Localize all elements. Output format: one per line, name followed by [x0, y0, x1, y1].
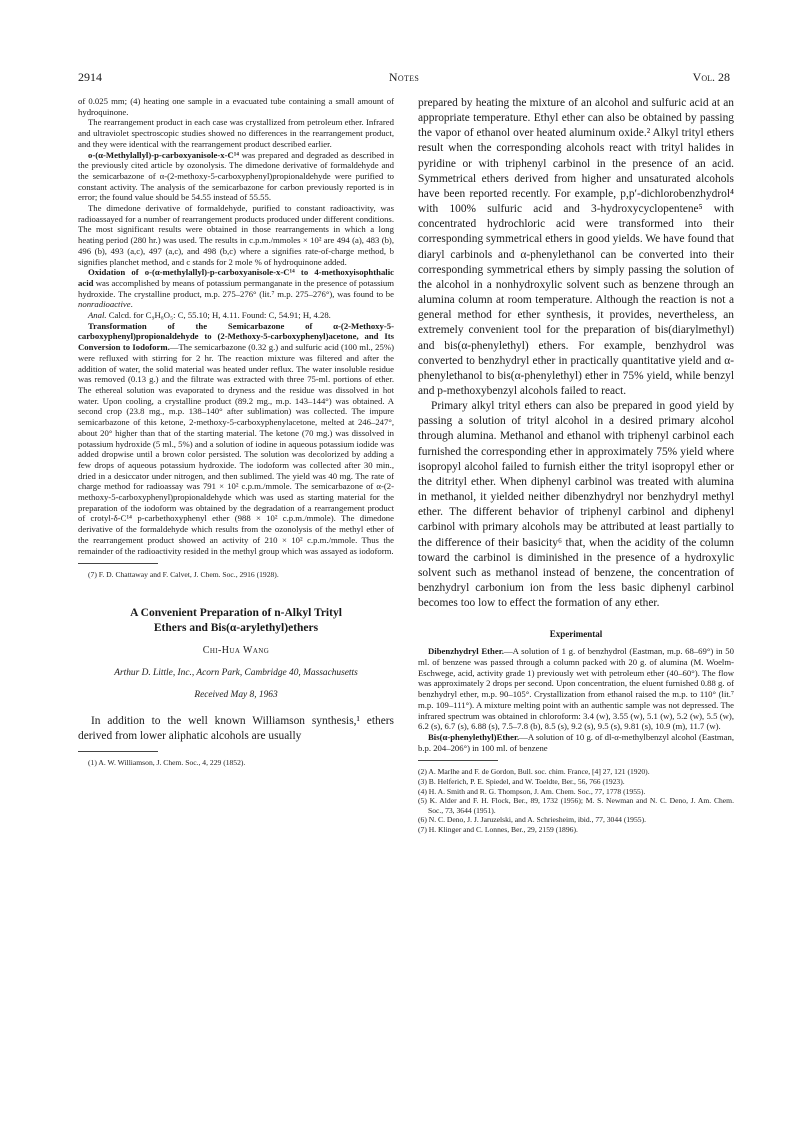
paragraph: prepared by heating the mixture of an alcohol and sulfuric acid at an appropriate temperature. Ethyl ether can also be obtained by passing the vapor of ethanol over heated aluminum oxide.² Alkyl trityl ethers result when the corresponding alcohols react with trityl halides in pyridine or with triphenyl carbinol in the presence of an acid. Symmetrical ethers derived from higher and unsaturated alcohols have been reported recently. For example, p,p′-dichlorobenzhydrol⁴ with 100% sulfuric acid and 3-hydroxycyclopentene⁵ with concentrated hydrochloric acid were transformed into their corresponding symmetrical ethers in good yields. We have found that diaryl carbinols and α-phenylethanol can be converted into their corresponding symmetrical ethers by simply passing the solution of the alcohol in a nonhydroxylic solvent such as benzene through an alumina column at room temperature. Although the reaction is not a general method for ether synthesis, it provides, nevertheless, an extremely convenient tool for the preparation of bis(diarylmethyl) and bis(α-phenylethyl) ethers. For example, benzhydrol was converted to benzhydryl ether in practically quantitative yield and α-phenylethanol to bis(α-phenylethyl) ether in 75% yield, while benzyl and p-methoxybenzyl alcohols failed to react. — [418, 97, 734, 397]
footnote: (7) H. Klinger and C. Lonnes, Ber., 29, 2159 (1896). — [418, 824, 578, 834]
paragraph: The rearrangement product in each case was crystallized from petroleum ether. Infrared and ultraviolet spectroscopic studies showed no differences in the rearrangement product, and they were identical with the rearrangement product described earlier. — [78, 117, 394, 149]
paragraph: The dimedone derivative of formaldehyde, purified to constant radioactivity, was radioassayed for a number of rearrangement products produced under different conditions. The most significant results were obtained in those rearrangements in which a long heating period (280 hr.) was used. The results in c.p.m./mmoles × 10² are 494 (a), 483 (b), 496 (b), 493 (a,c), 497 (a,c), and 498 (b,c) where a signifies rate-of-charge method, b signifies planchet method, and c stands for 2 mole % of hydroquinone added. — [78, 203, 394, 267]
article-title: A Convenient Preparation of n-Alkyl Trityl Ethers and Bis(α-arylethyl)ethers — [130, 606, 342, 634]
intro-paragraph: In addition to the well known Williamson synthesis,¹ ethers derived from lower aliphatic alcohols are usually — [78, 714, 394, 742]
paragraph: Oxidation of o-(α-methylallyl)-p-carboxyanisole-x-C¹⁴ to 4-methoxyisophthalic acid was accomplished by means of potassium permanganate in the presence of potassium hydroxide. The crystalline product, m.p. 275–276° (lit.⁷ m.p. 275–276°), was found to be nonradioactive. — [78, 267, 394, 310]
paragraph: of 0.025 mm; (4) heating one sample in a evacuated tube containing a small amount of hydroquinone. — [78, 96, 394, 117]
footnote: (1) A. W. Williamson, J. Chem. Soc., 4, 229 (1852). — [88, 758, 246, 768]
right-column — [418, 96, 734, 835]
left-column — [78, 96, 394, 768]
page-number: 2914 — [78, 70, 102, 84]
affiliation: Arthur D. Little, Inc., Acorn Park, Cambridge 40, Massachusetts — [114, 667, 358, 678]
paragraph: Dibenzhydryl Ether.—A solution of 1 g. of benzhydrol (Eastman, m.p. 68–69°) in 50 ml. of benzene was passed through a column packed with 20 g. of alumina (M. Woelm-Eschwege, acid, activity grade 1) previously wet with petroleum ether (40–60°). The flow was approximately 2 drops per second. Upon concentration, the eluent furnished 0.88 g. of benzhydryl ether, m.p. 90–105°. Crystallization from ethanol raised the m.p. to 110° (lit.⁷ m.p. 109–111°). A mixture melting point with an authentic sample was not depressed. The infrared spectrum was obtained in chloroform: 3.4 (w), 3.55 (w), 5.1 (w), 5.2 (w), 5.5 (w), 6.2 (s), 6.7 (s), 6.88 (s), 7.5–7.8 (b), 8.5 (s), 9.2 (s), 9.5 (s), 9.81 (s), 10.9 (m), 11.7 (w). — [418, 646, 734, 732]
footnote: (5) K. Alder and F. H. Flock, Ber., 89, 1732 (1956); M. S. Newman and N. C. Deno, J. Am. Chem. Soc., 73, 3644 (1951). — [418, 796, 734, 815]
run-in-heading: Dibenzhydryl Ether. — [428, 646, 504, 657]
paragraph: o-(α-Methylallyl)-p-carboxyanisole-x-C¹⁴ was prepared and degraded as described in the previously cited article by ozonolysis. The dimedone derivative of formaldehyde and the semicarbazone of α-(2-methoxy-5-carboxyphenyl)propionaldehyde were purified to constant activity. The analysis of the semicarbazone for carbon previously reported is in error; the found value should be 54.55 instead of 55.55. — [78, 149, 394, 203]
footnote: (7) F. D. Chattaway and F. Calvet, J. Chem. Soc., 2916 (1928). — [88, 570, 279, 580]
running-title: Notes — [388, 70, 420, 84]
footnote: (2) A. Marlhe and F. de Gordon, Bull. soc. chim. France, [4] 27, 121 (1920). — [418, 767, 650, 777]
footnote-rule — [78, 563, 158, 564]
footnote-rule — [78, 751, 158, 752]
paragraph: Primary alkyl trityl ethers can also be prepared in good yield by passing a solution of trityl alcohol in a desired primary alcohol through alumina. Methanol and ethanol with triphenyl carbinol each furnished the corresponding ether in approximately 75% yield where isopropyl alcohol failed to furnish either the trityl isopropyl ether or the ditrityl ether. When diphenyl carbinol was treated with alumina in methanol, it yielded neither dibenzhydryl nor benzhydryl methyl ether. The different behavior of triphenyl carbinol and diphenyl carbinol with primary alcohols may be attributed at least partially to the difference of their basicity⁶ that, when the acidity of the column toward the carbinol is diminished in the presence of a hydroxylic solvent such as methanol instead of benzene, the concentration of benzhydryl carbonium ion from the less basic diphenyl carbinol becomes too low to effect the formation of any ether. — [418, 400, 734, 610]
run-in-heading: Bis(α-phenylethyl)Ether. — [428, 731, 520, 742]
volume-label: Vol. 28 — [692, 70, 730, 84]
footnote: (3) B. Helferich, P. E. Spiedel, and W. Toeldte, Ber., 56, 766 (1923). — [418, 776, 625, 786]
page-header — [78, 70, 730, 86]
footnote-rule — [418, 760, 498, 761]
paragraph: Bis(α-phenylethyl)Ether.—A solution of 10 g. of dl-α-methylbenzyl alcohol (Eastman, b.p. 204–206°) in 100 ml. of benzene — [418, 731, 734, 753]
footnote: (4) H. A. Smith and R. G. Thompson, J. Am. Chem. Soc., 77, 1778 (1955). — [418, 786, 646, 796]
paragraph: Transformation of the Semicarbazone of α-(2-Methoxy-5-carboxyphenyl)propionaldehyde to (2-Methoxy-5-carboxyphenyl)acetone, and Its Conversion to Iodoform.—The semicarbazone (0.32 g.) and sulfuric acid (100 ml., 25%) were refluxed with stirring for 2 hr. The reaction mixture was filtered and after the addition of water, the solid material was heated under reflux. The water insoluble residue was removed (0.13 g.) and the filtrate was extracted with three 75-ml. portions of ether. The ethereal solution was evaporated to dryness and the residue was dissolved in hot water. Upon cooling, a crystalline product (89.2 mg., m.p. 143–144°) was obtained. A second crop (23.8 mg., m.p. 138–140° after sublimation) was collected. The impure semicarbazone of this ketone, 2-methoxy-5-carboxyphenylacetone, melted at 246–247°, about 20° higher than that of the starting material. The ketone (70 mg.) was dissolved in potassium hydroxide (5 ml., 5%) and a solution of iodine in aqueous potassium iodide was added dropwise until a brown color persisted. The solution was decolorized by adding a few drops of aqueous potassium hydroxide. The iodoform was collected after 30 min., dried in a desiccator under nitrogen, and then sublimed. The yield was 40 mg. The rate of charge method for radioassay was 791 × 10² c.p.m./mmole. The semicarbazone of α-(2-methoxy-5-carboxyphenyl)propionaldehyde which was used as starting material for the preparation of the iodoform was obtained by the degradation of a rearrangement product of crotyl-δ-C¹⁴ p-carbethoxyphenyl ether (988 × 10² c.p.m./mmole). The dimedone derivative of the formaldehyde which results from the ozonolysis of the methyl ether of the rearrangement product showed an activity of 210 × 10² c.p.m./mmole. Thus the remainder of the radioactivity resided in the methyl group which was assayed as iodoform. — [78, 320, 394, 556]
run-in-heading: o-(α-Methylallyl)-p-carboxyanisole-x-C¹⁴ — [88, 149, 239, 160]
experimental-heading: Experimental — [549, 629, 603, 640]
run-in-heading: Oxidation of o-(α-methylallyl)-p-carboxyanisole-x-C¹⁴ to 4-methoxyisophthalic acid — [78, 267, 394, 288]
anal-label: Anal. — [88, 310, 107, 321]
received-date: Received May 8, 1963 — [194, 689, 278, 700]
paragraph: Anal. Calcd. for C₉H₈O₅: C, 55.10; H, 4.11. Found: C, 54.91; H, 4.28. — [88, 310, 331, 321]
author-name: Chi-Hua Wang — [202, 644, 270, 656]
run-in-heading: Transformation of the Semicarbazone of α-(2-Methoxy-5-carboxyphenyl)propionaldehyde to (2-Methoxy-5-carboxyphenyl)acetone, and Its Conversion to Iodoform. — [78, 320, 394, 353]
footnote: (6) N. C. Deno, J. J. Jaruzelski, and A. Schriesheim, ibid., 77, 3044 (1955). — [418, 815, 646, 825]
